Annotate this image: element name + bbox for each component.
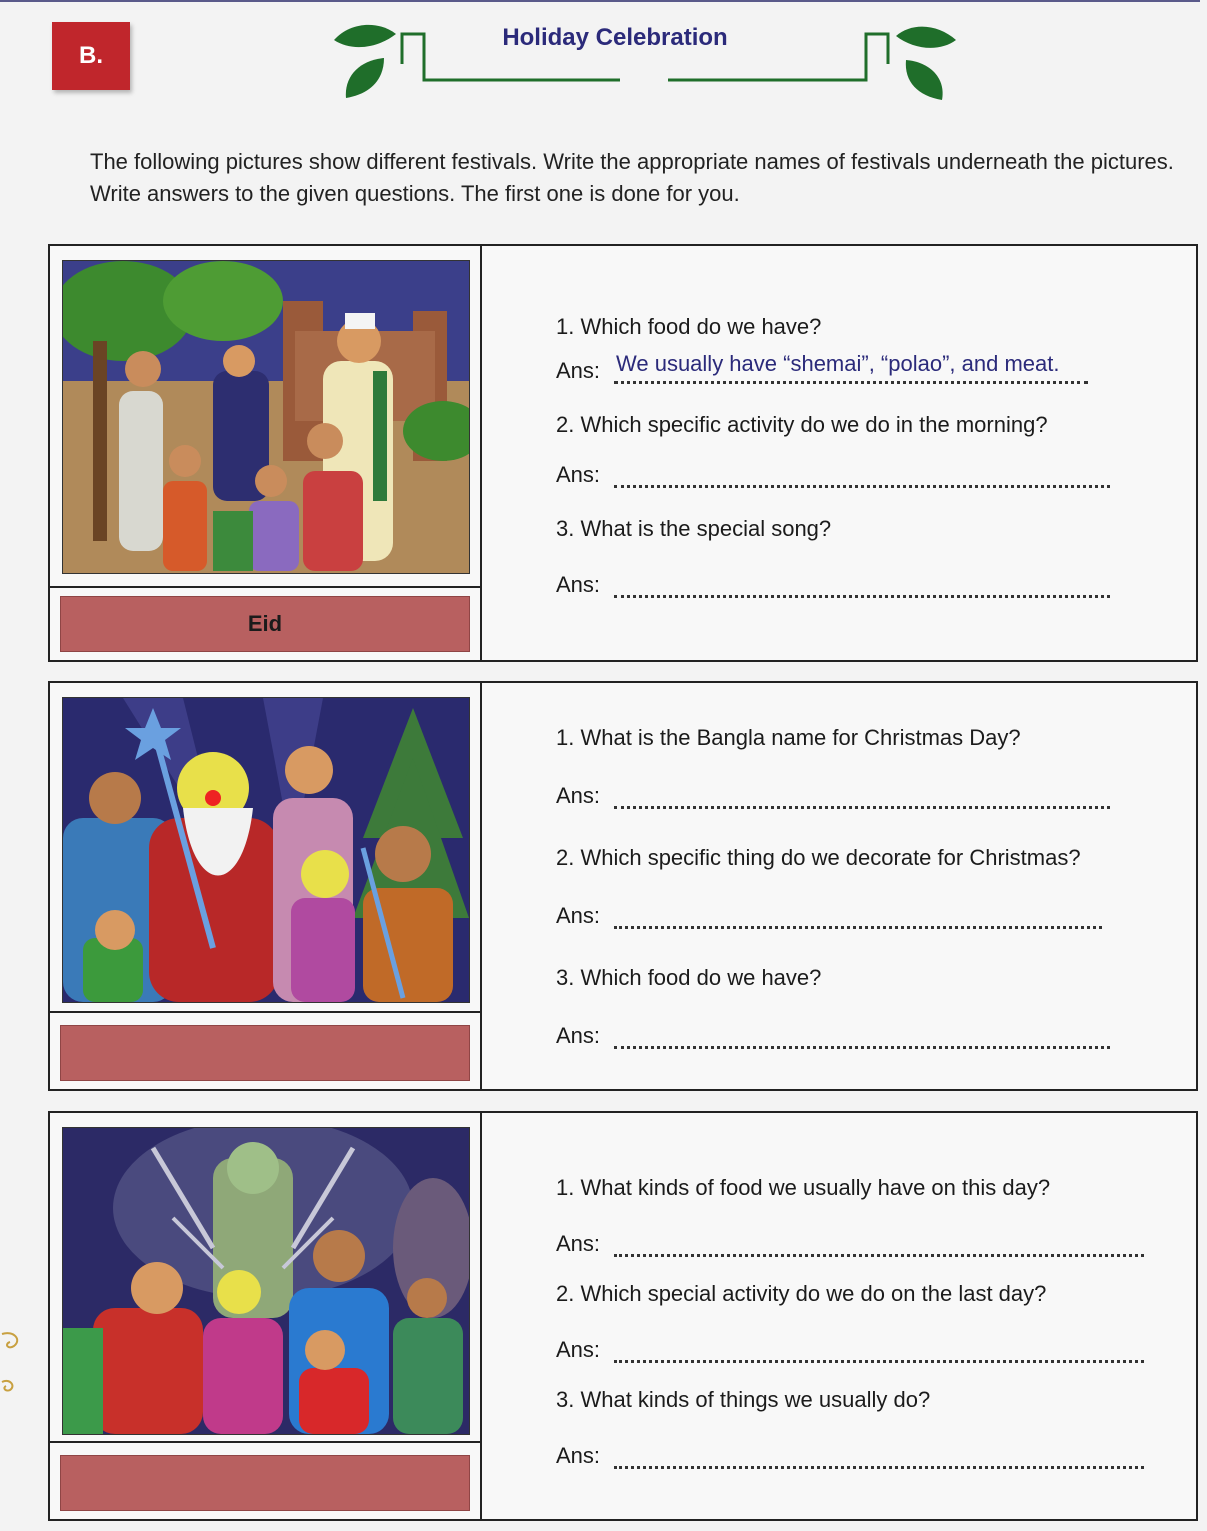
question-1: 1. What is the Bangla name for Christmas Day? [556,725,1021,750]
panel-divider [480,246,482,660]
answer-label: Ans: [556,1443,601,1468]
question-3: 3. Which food do we have? [556,965,822,990]
answer-label: Ans: [556,1231,601,1256]
answer-3[interactable] [556,1443,1144,1469]
answer-label: Ans: [556,1337,601,1362]
festival-name-box[interactable] [60,1455,470,1511]
top-rule [0,0,1200,2]
question-2: 2. Which specific thing do we decorate for Christmas? [556,845,1081,870]
answer-3[interactable] [556,572,1110,598]
swirl-ornament-icon [0,1326,26,1396]
answer-3[interactable] [556,1023,1110,1049]
question-1: 1. Which food do we have? [556,314,822,339]
question-1: 1. What kinds of food we usually have on this day? [556,1175,1051,1200]
christmas-illustration [62,697,470,1003]
eid-illustration [62,260,470,574]
section-badge: B. [52,22,130,90]
answer-line[interactable] [614,351,1088,384]
panel-separator [50,1011,480,1013]
question-3: 3. What is the special song? [556,516,832,541]
answer-1[interactable] [556,783,1110,809]
answer-line[interactable] [614,906,1102,929]
panel-divider [480,683,482,1089]
question-2: 2. Which specific activity do we do in the morning? [556,412,1048,437]
answer-label: Ans: [556,1023,601,1048]
answer-line[interactable] [614,575,1110,598]
answer-label: Ans: [556,572,601,597]
festival-panel-puja [48,1111,1198,1521]
answer-label: Ans: [556,358,601,383]
question-2: 2. Which special activity do we do on the last day? [556,1281,1047,1306]
answer-2[interactable] [556,903,1102,929]
answer-line[interactable] [614,1234,1144,1257]
festival-name-box[interactable]: Eid [60,596,470,652]
answer-text: We usually have “shemai”, “polao”, and meat. [616,351,1060,376]
answer-line[interactable] [614,465,1110,488]
answer-2[interactable] [556,1337,1144,1363]
answer-line[interactable] [614,1340,1144,1363]
answer-label: Ans: [556,903,601,928]
festival-name-box[interactable] [60,1025,470,1081]
festival-panel-eid [48,244,1198,662]
festival-panel-christmas [48,681,1198,1091]
instructions: The following pictures show different festivals. Write the appropriate names of festivals underneath the pictures. Write answers to the given questions. The first one is done for you. [90,149,1174,206]
panel-separator [50,586,480,588]
answer-line[interactable] [614,1446,1144,1469]
answer-line[interactable] [614,786,1110,809]
page-title: Holiday Celebration [502,24,728,51]
answer-1[interactable] [556,351,1088,384]
answer-line[interactable] [614,1026,1110,1049]
puja-illustration [62,1127,470,1435]
answer-2[interactable] [556,462,1110,488]
answer-1[interactable] [556,1231,1144,1257]
question-3: 3. What kinds of things we usually do? [556,1387,931,1412]
panel-separator [50,1441,480,1443]
answer-label: Ans: [556,462,601,487]
answer-label: Ans: [556,783,601,808]
panel-divider [480,1113,482,1519]
